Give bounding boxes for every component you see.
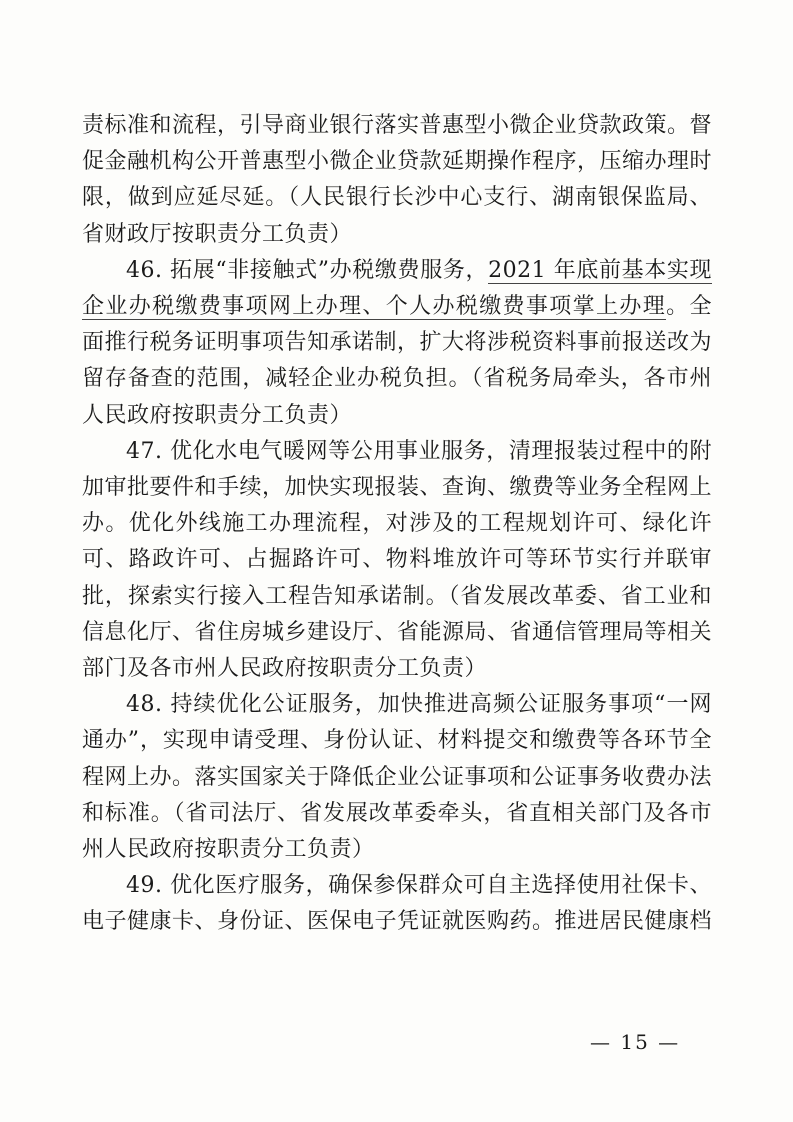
paragraph-46-text-after: 。全面推行税务证明事项告知承诺制，扩大将涉税资料事前报送改为留存备查的范围，减轻企业办税负担。（省税务局牵头，各市州人民政府按职责分工负责） — [82, 294, 713, 428]
paragraph-49: 49. 优化医疗服务，确保参保群众可自主选择使用社保卡、电子健康卡、身份证、医保电子凭证就医购药。推进居民健康档 — [82, 873, 713, 935]
paragraph-46 — [82, 253, 712, 434]
page-number: — 15 — — [590, 1030, 681, 1054]
paragraph-47: 47. 优化水电气暖网等公用事业服务，清理报装过程中的附加审批要件和手续，加快实现报装、查询、缴费等业务全程网上办。优化外线施工办理流程，对涉及的工程规划许可、绿化许可、路政许可、占掘路许可、物料堆放许可等环节实行并联审批，探索实行接入工程告知承诺制。（省发展改革委、省工业和信息化厅、省住房城乡建设厅、省能源局、省通信管理局等相关部门及各市州人民政府按职责分工负责） — [82, 438, 713, 682]
paragraph-46-underlined-text: 2021 年底前基本实现企业办税缴费事项网上办理、个人办税缴费事项掌上办理 — [82, 257, 712, 320]
paragraph-continuation: 责标准和流程，引导商业银行落实普惠型小微企业贷款政策。督促金融机构公开普惠型小微企业贷款延期操作程序，压缩办理时限，做到应延尽延。（人民银行长沙中心支行、湖南银保监局、省财政厅按职责分工负责） — [82, 113, 713, 247]
body-text — [82, 108, 712, 941]
paragraph-46-text-before: 46. 拓展“非接触式”办税缴费服务， — [126, 257, 489, 283]
paragraph-48: 48. 持续优化公证服务，加快推进高频公证服务事项“一网通办”，实现申请受理、身份认证、材料提交和缴费等各环节全程网上办。落实国家关于降低企业公证事项和公证事务收费办法和标准。（省司法厅、省发展改革委牵头，省直相关部门及各市州人民政府按职责分工负责） — [82, 692, 713, 863]
